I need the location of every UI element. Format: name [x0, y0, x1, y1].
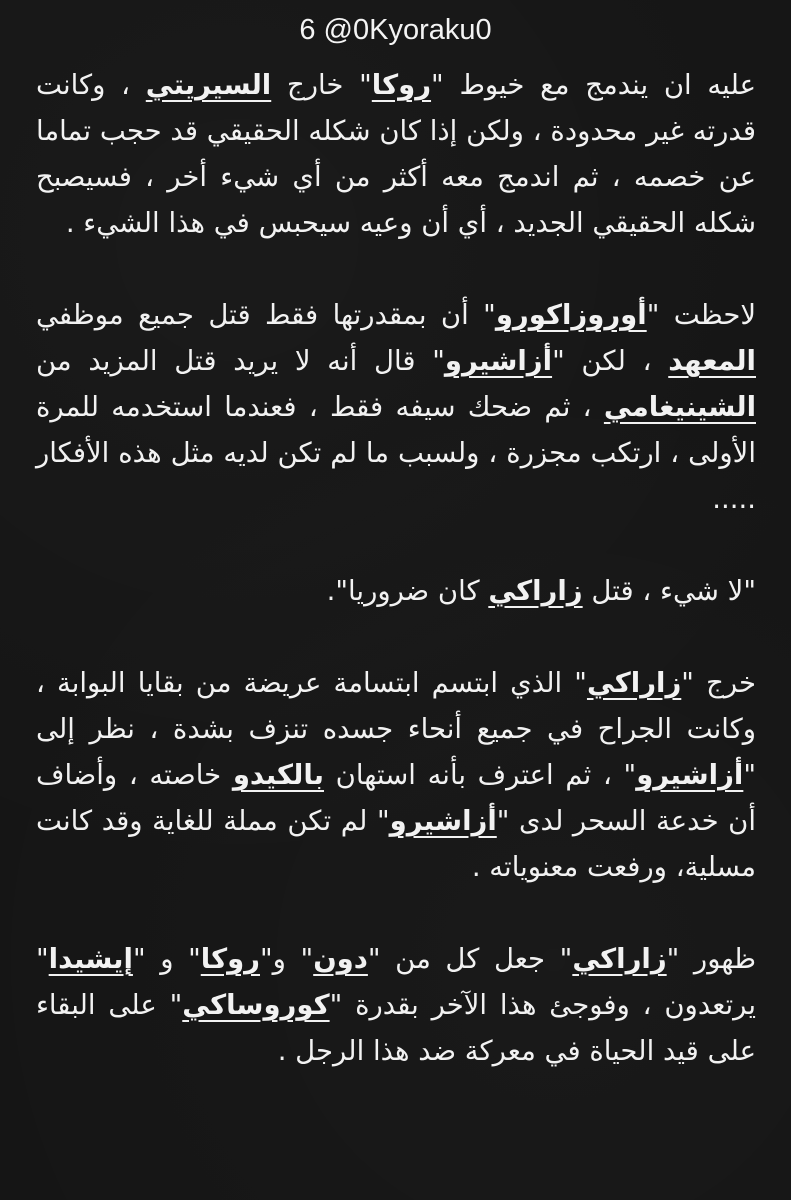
name-term: السيريتي	[145, 69, 272, 101]
text-run: " جعل كل من "	[367, 943, 573, 975]
text-run: لاحظت "	[646, 299, 756, 331]
story-text	[36, 62, 756, 1074]
text-run: ظهور "	[666, 943, 756, 975]
text-run: كان ضروريا".	[326, 575, 489, 607]
text-run: " ، ثم اعترف بأنه استهان	[324, 759, 637, 791]
paragraph	[36, 62, 756, 246]
text-run: ، وكانت قدرته غير محدودة ، ولكن إذا كان شكله الحقيقي قد حجب تماما عن خصمه ، ثم اندمج معه أكثر من أي شيء أخر ، فسيصبح شكله الحقيقي الجديد ، أي أن وعيه سيحبس في هذا الشيء .	[36, 69, 756, 239]
name-term: زاراكي	[572, 943, 667, 975]
text-run: " و"	[260, 943, 314, 975]
text-run: " الذي ابتسم ابتسامة عريضة من بقايا البوابة ، وكانت الجراح في جميع أنحاء جسده تنزف بشدة ، نظر إلى "	[36, 667, 756, 791]
text-run: ، ثم ضحك سيفه فقط ، فعندما استخدمه للمرة الأولى ، ارتكب مجزرة ، ولسبب ما لم تكن لديه مثل هذه الأفكار .....	[36, 391, 756, 515]
name-term: دون	[313, 943, 368, 975]
name-term: بالكيدو	[232, 759, 324, 791]
name-term: المعهد	[668, 345, 756, 377]
text-run: " خارج	[271, 69, 372, 101]
paragraph	[36, 568, 756, 614]
name-term: روكا	[371, 69, 432, 101]
name-term: زاراكي	[586, 667, 682, 699]
text-run: خاصته ، وأضاف أن خدعة السحر لدى "	[36, 759, 756, 837]
name-term: أزاشيرو	[636, 759, 744, 791]
text-run: " أن بمقدرتها فقط قتل جميع موظفي	[36, 299, 496, 331]
name-term: روكا	[200, 943, 260, 975]
paragraph	[36, 660, 756, 890]
text-run: " و "	[132, 943, 201, 975]
text-run: " لم تكن مملة للغاية وقد كانت مسلية، ورفعت معنوياته .	[36, 805, 756, 883]
text-run: عليه ان يندمج مع خيوط "	[431, 69, 756, 101]
name-term: إيشيدا	[48, 943, 133, 975]
text-run: " على البقاء على قيد الحياة في معركة ضد هذا الرجل .	[36, 989, 756, 1067]
text-run: خرج "	[681, 667, 756, 699]
name-term: أوروزاكورو	[495, 299, 647, 331]
text-run: "لا شيء ، قتل	[582, 575, 756, 607]
name-term: كوروساكي	[182, 989, 330, 1021]
text-run: " يرتعدون ، وفوجئ هذا الآخر بقدرة "	[36, 943, 757, 1021]
name-term: أزاشيرو	[444, 345, 553, 377]
name-term: أزاشيرو	[389, 805, 497, 837]
text-run: " قال أنه لا يريد قتل المزيد من	[36, 345, 445, 377]
name-term: الشينيغامي	[603, 391, 756, 423]
paragraph	[36, 292, 756, 522]
author-handle: 6 @0Kyoraku0	[299, 14, 492, 46]
name-term: زاراكي	[488, 575, 583, 607]
text-run: ، لكن "	[552, 345, 669, 377]
paragraph	[36, 936, 756, 1074]
